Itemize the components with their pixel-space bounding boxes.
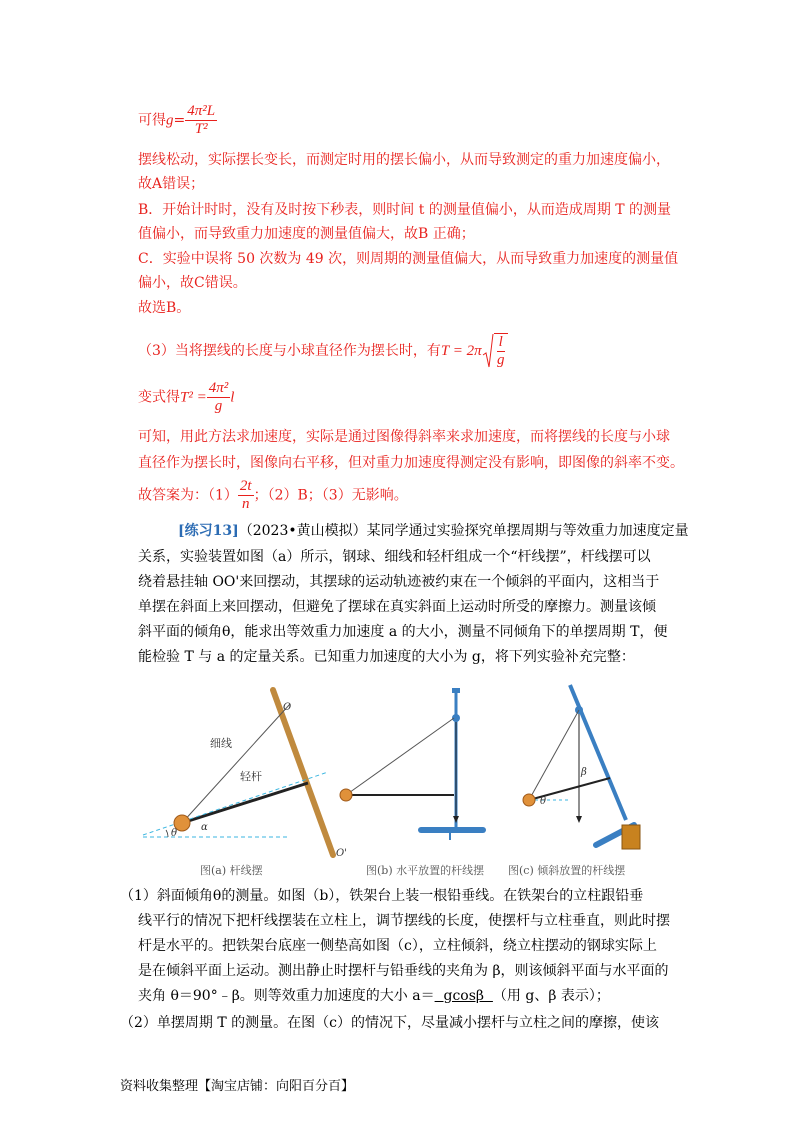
- label-O-prime: O': [336, 848, 347, 859]
- figure-a-pendulum: [143, 690, 347, 859]
- text-line: 偏小，故C错误。: [138, 275, 247, 291]
- answer-line: 故答案为：（1） $\frac{2t}{n}$ ；（2）B；（3）无影响。: [138, 478, 408, 512]
- text-line: 故选B。: [138, 300, 191, 316]
- text-line: 绕着悬挂轴 OO'来回摆动，其摆球的运动轨迹被约束在一个倾斜的平面内，这相当于: [138, 574, 660, 590]
- text-line: 能检验 T 与 a 的定量关系。已知重力加速度的大小为 g，将下列实验补充完整：: [138, 649, 635, 665]
- incline-line: [143, 772, 328, 835]
- text-line: 关系，实验装置如图（a）所示，钢球、细线和轻杆组成一个“杆线摆”，杆线摆可以: [138, 549, 651, 565]
- text-line: 线平行的情况下把杆线摆装在立柱上，调节摆线的长度，使摆杆与立柱垂直，则此时摆: [138, 913, 670, 929]
- pivot-axis-rod: [273, 690, 333, 855]
- text-line: （1）斜面倾角θ的测量。如图（b），铁架台上装一根铅垂线。在铁架台的立柱跟铅垂: [120, 888, 644, 904]
- text-line: 杆是水平的。把铁架台底座一侧垫高如图（c），立柱倾斜，绕立柱摆动的钢球实际上: [138, 938, 657, 954]
- label-string: 细线: [210, 737, 232, 750]
- text-line: B．开始计时时，没有及时按下秒表，则时间 t 的测量值偏小，从而造成周期 T 的测量: [138, 202, 672, 218]
- caption-b: 图(b) 水平放置的杆线摆: [366, 864, 485, 877]
- text-line: C．实验中误将 50 次数为 49 次，则周期的测量值偏大，从而导致重力加速度的测量值: [138, 251, 679, 267]
- caption-a: 图(a) 杆线摆: [200, 864, 263, 877]
- answer-blank: gcosβ: [434, 988, 493, 1004]
- figure-b-horizontal: [340, 688, 483, 840]
- label-beta: β: [581, 767, 587, 778]
- text-line: 摆线松动，实际摆长变长，而测定时用的摆长偏小，从而导致测定的重力加速度偏小，: [138, 152, 670, 168]
- question-with-blank: 夹角 θ＝90°﹣β。则等效重力加速度的大小 a＝ gcosβ （用 g、β 表示）；: [138, 988, 610, 1004]
- text-line: 值偏小，而导致重力加速度的测量值偏大，故B 正确；: [138, 226, 475, 242]
- sqrt-l-over-g: $\frac{l}{g}$: [482, 333, 508, 369]
- fraction-4pi2L-over-T2: $\frac{\text{4π²L}}{\text{T²}}$: [187, 103, 216, 137]
- label-theta-c: θ: [540, 796, 547, 807]
- label-O: O: [283, 702, 292, 713]
- formula-g: 可得g= $\frac{\text{4π²L}}{\text{T²}}$: [138, 103, 216, 137]
- text-line: 可知，用此方法求加速度，实际是通过图像得斜率来求加速度，而将摆线的长度与小球: [138, 429, 670, 445]
- figure-panel: [138, 680, 658, 880]
- light-rod: [182, 783, 308, 823]
- formula-period: （3）当将摆线的长度与小球直径作为摆长时，有T = 2π $\frac{l}{g}$: [138, 333, 508, 369]
- text-line: 斜平面的倾角θ，能求出等效重力加速度 a 的大小，测量不同倾角下的单摆周期 T，便: [138, 624, 668, 640]
- text-line: （2）单摆周期 T 的测量。在图（c）的情况下，尽量减小摆杆与立柱之间的摩擦，使该: [120, 1015, 659, 1031]
- text-line: 故A错误；: [138, 176, 205, 192]
- exercise-first-line: [练习13]（2023•黄山模拟）某同学通过实验探究单摆周期与等效重力加速度定量: [178, 523, 689, 539]
- label-theta: θ: [171, 828, 178, 839]
- label-alpha: α: [201, 822, 208, 833]
- text-line: 是在倾斜平面上运动。测出静止时摆杆与铅垂线的夹角为 β，则该倾斜平面与水平面的: [138, 963, 669, 979]
- text-line: 单摆在斜面上来回摆动，但避免了摆球在真实斜面上运动时所受的摩擦力。测量该倾: [138, 599, 656, 615]
- figure-c-tilted: [523, 685, 640, 849]
- label-rod: 轻杆: [240, 770, 262, 783]
- exercise-label: [练习13]: [178, 523, 239, 539]
- formula-T-squared: 变式得T² = $\frac{\text{4π²}}{g}$ l: [138, 380, 235, 414]
- caption-c: 图(c) 倾斜放置的杆线摆: [508, 864, 626, 877]
- text-line: 直径作为摆长时，图像向右平移，但对重力加速度得测定没有影响，即图像的斜率不变。: [138, 455, 684, 471]
- footer-note: 资料收集整理【淘宝店铺：向阳百分百】: [120, 1079, 355, 1094]
